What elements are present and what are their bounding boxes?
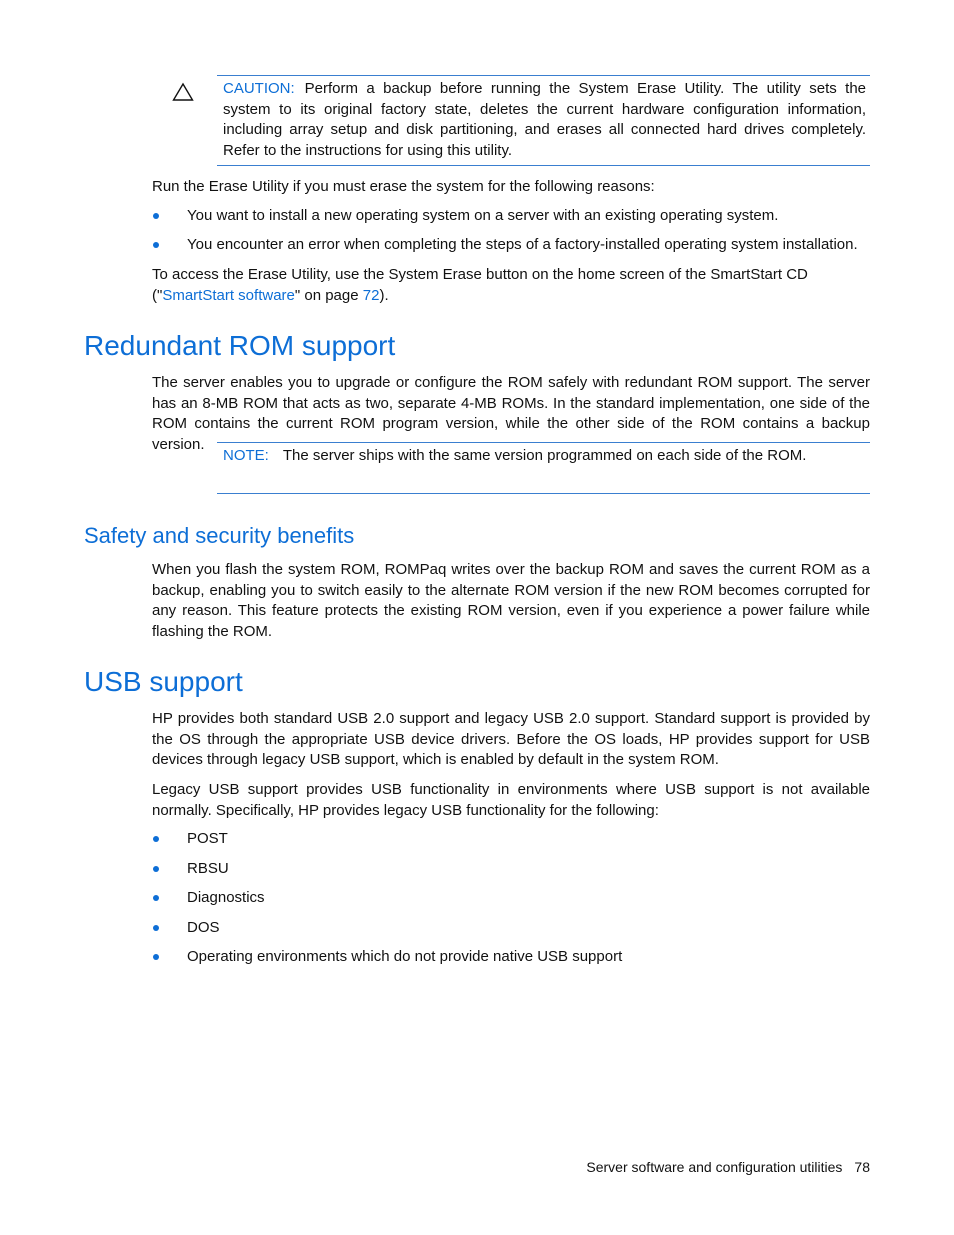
- caution-text: Perform a backup before running the System Erase Utility. The utility sets the system to its original factory state, deletes the current hardware configuration information, including array setup and disk partitioning, and erases all connected hard drives completely. Refer to the instructions for using this utility.: [223, 80, 866, 159]
- redundant-rom-heading: Redundant ROM support: [84, 330, 396, 361]
- list-item: Diagnostics: [152, 888, 870, 909]
- bullet-icon: [153, 954, 159, 960]
- safety-heading: Safety and security benefits: [84, 523, 355, 548]
- bullet-icon: [153, 895, 159, 901]
- list-item: POST: [152, 829, 870, 850]
- note-message: [223, 446, 866, 467]
- page-footer: [586, 1157, 870, 1178]
- note-label: NOTE:: [223, 447, 269, 464]
- page-72-link[interactable]: 72: [362, 286, 380, 304]
- note-top-rule: [217, 442, 870, 443]
- caution-bottom-rule: [217, 165, 870, 166]
- usb-paragraph-2: Legacy USB support provides USB functionality in environments where USB support is not available normally. Specifically, HP provides legacy USB functionality for the following:: [152, 781, 870, 819]
- erase-intro: Run the Erase Utility if you must erase the system for the following reasons:: [152, 178, 655, 195]
- caution-message: [223, 79, 866, 161]
- note-text: The server ships with the same version programmed on each side of the ROM.: [282, 447, 807, 464]
- usb-paragraph-1: HP provides both standard USB 2.0 support and legacy USB 2.0 support. Standard support is provided by the OS through the appropriate USB device drivers. Before the OS loads, HP provides support for USB devices through legacy USB support, which is enabled by default in the system ROM.: [152, 710, 870, 768]
- bullet-icon: [153, 925, 159, 931]
- safety-paragraph: When you flash the system ROM, ROMPaq writes over the backup ROM and saves the current ROM as a backup, enabling you to switch easily to the alternate ROM version if the new ROM becomes corrupted for any reason. This feature protects the existing ROM version, even if you experience a power failure while flashing the ROM.: [152, 561, 870, 640]
- caution-icon: [172, 82, 194, 102]
- page-number: 78: [854, 1159, 870, 1175]
- erase-access-paragraph: To access the Erase Utility, use the System Erase button on the home screen of the SmartStart CD ("SmartStart software" on page 72).: [152, 266, 808, 304]
- bullet-icon: [153, 213, 159, 219]
- note-bottom-rule: [217, 493, 870, 494]
- list-item: Operating environments which do not provide native USB support: [152, 947, 870, 968]
- usb-legacy-list: [152, 829, 870, 968]
- redundant-rom-paragraph: The server enables you to upgrade or configure the ROM safely with redundant ROM support. The server has an 8-MB ROM that acts as two, separate 4-MB ROMs. In the standard implementation, one side of the ROM contains the current ROM program version, while the other side of the ROM contains a backup version.: [152, 374, 870, 453]
- bullet-icon: [153, 836, 159, 842]
- caution-top-rule: [217, 75, 870, 76]
- usb-heading: USB support: [84, 666, 243, 697]
- bullet-icon: [153, 242, 159, 248]
- erase-reasons-list: [152, 206, 870, 256]
- smartstart-software-link[interactable]: SmartStart software: [162, 286, 295, 304]
- footer-section-title: Server software and configuration utilities: [586, 1159, 843, 1175]
- caution-label: CAUTION:: [223, 80, 295, 97]
- list-item: You want to install a new operating system on a server with an existing operating system.: [152, 206, 870, 227]
- list-item: DOS: [152, 918, 870, 939]
- list-item: You encounter an error when completing the steps of a factory-installed operating system installation.: [152, 235, 870, 256]
- bullet-icon: [153, 866, 159, 872]
- list-item: RBSU: [152, 859, 870, 880]
